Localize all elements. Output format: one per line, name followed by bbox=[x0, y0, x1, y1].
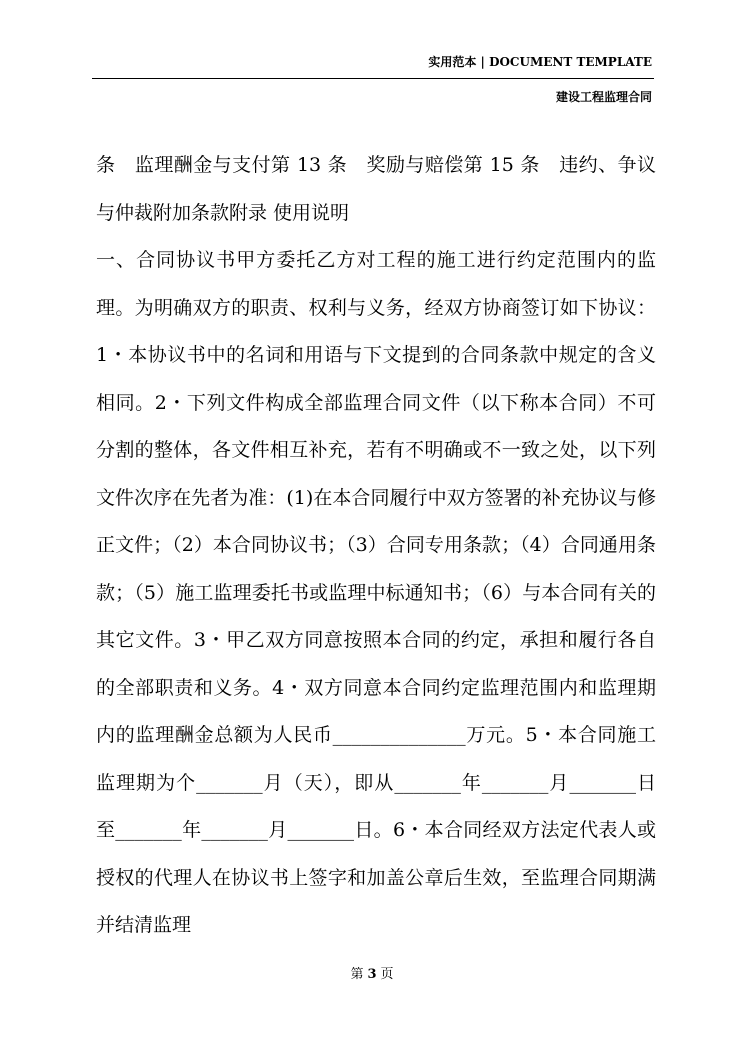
header-divider bbox=[92, 78, 654, 79]
page-label-prefix: 第 bbox=[350, 967, 364, 982]
document-title: 建设工程监理合同 bbox=[555, 90, 652, 104]
page-footer bbox=[0, 963, 744, 982]
page-number: 3 bbox=[367, 967, 377, 982]
header-brand-line: 实用范本 | DOCUMENT TEMPLATE bbox=[428, 55, 652, 69]
document-body bbox=[96, 142, 656, 950]
body-paragraph-toc: 条 监理酬金与支付第 13 条 奖励与赔偿第 15 条 违约、争议与仲裁附加条款附录 使用说明 bbox=[96, 154, 656, 224]
body-paragraph-agreement: 一、合同协议书甲方委托乙方对工程的施工进行约定范围内的监理。为明确双方的职责、权利与义务，经双方协商签订如下协议：1・本协议书中的名词和用语与下文提到的合同条款中规定的含义相同。2・下列文件构成全部监理合同文件（以下称本合同）不可分割的整体，各文件相互补充，若有不明确或不一致之处，以下列文件次序在先者为准：(1)在本合同履行中双方签署的补充协议与修正文件；（2）本合同协议书；（3）合同专用条款；（4）合同通用条款；（5）施工监理委托书或监理中标通知书；（6）与本合同有关的其它文件。3・甲乙双方同意按照本合同的约定，承担和履行各自的全部职责和义务。4・双方同意本合同约定监理范围内和监理期内的监理酬金总额为人民币______________万元。5・本合同施工监理期为个_______月（天），即从_______年_______月_______日至_______年_______月_______日。6・本合同经双方法定代表人或授权的代理人在协议书上签字和加盖公章后生效，至监理合同期满并结清监理 bbox=[96, 249, 656, 936]
page-label-suffix: 页 bbox=[380, 967, 394, 982]
